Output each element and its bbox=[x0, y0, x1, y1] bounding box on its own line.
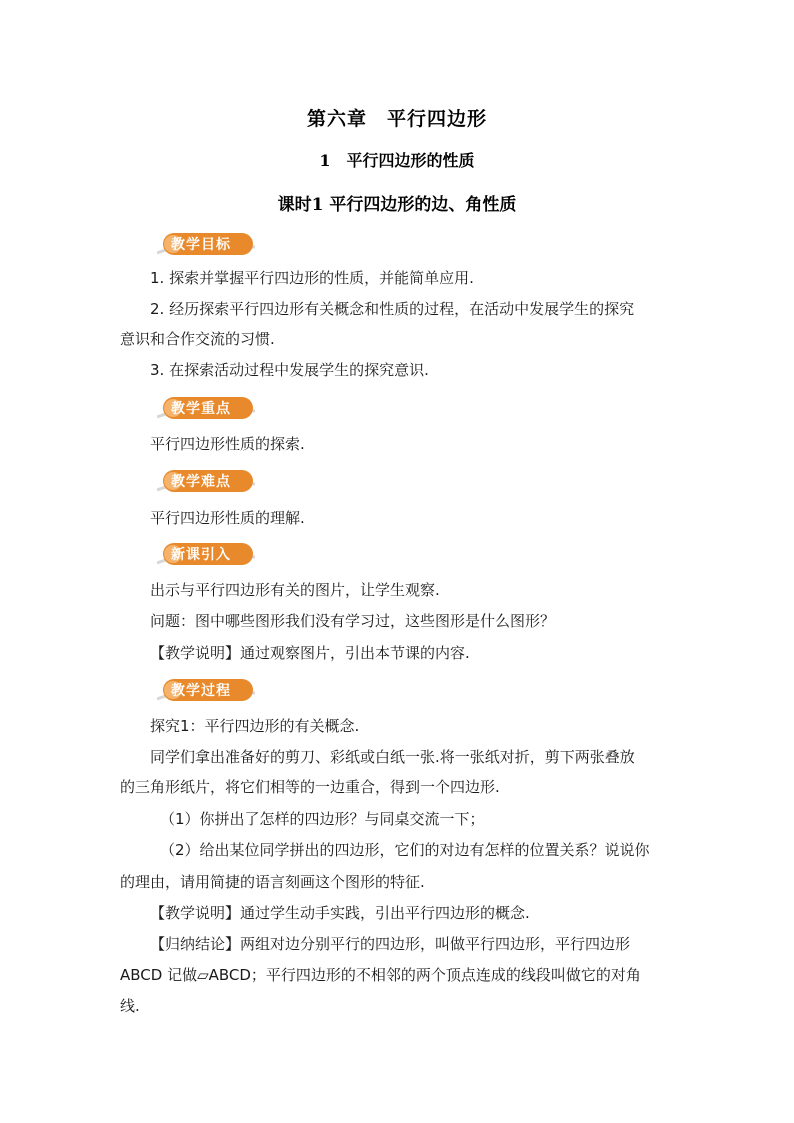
goal-item-2-line-2: 意识和合作交流的习惯. bbox=[120, 330, 275, 348]
activity-line-2: 的三角形纸片，将它们相等的一边重合，得到一个四边形. bbox=[120, 778, 500, 796]
intro-question: 问题：图中哪些图形我们没有学习过，这些图形是什么图形？ bbox=[150, 612, 556, 630]
badge-label: 教学重点 bbox=[171, 401, 231, 417]
badge-label: 新课引入 bbox=[171, 547, 231, 563]
badge-teaching-process bbox=[157, 677, 257, 703]
badge-teaching-goals bbox=[157, 231, 257, 257]
badge-key-points bbox=[157, 395, 257, 421]
section-title: 1 平行四边形的性质 bbox=[319, 151, 475, 170]
badge-new-lesson-intro bbox=[157, 541, 257, 567]
lesson-title: 课时1 平行四边形的边、角性质 bbox=[277, 195, 517, 215]
badge-label: 教学难点 bbox=[171, 474, 231, 490]
goal-item-3: 3. 在探索活动过程中发展学生的探究意识. bbox=[150, 361, 429, 379]
conclusion-line-1: 【归纳结论】两组对边分别平行的四边形，叫做平行四边形，平行四边形 bbox=[150, 935, 631, 953]
activity-line-1: 同学们拿出准备好的剪刀、彩纸或白纸一张.将一张纸对折，剪下两张叠放 bbox=[150, 748, 635, 766]
question-2-line-1: （2）给出某位同学拼出的四边形，它们的对边有怎样的位置关系？说说你 bbox=[160, 841, 650, 859]
explore-1-heading: 探究1：平行四边形的有关概念. bbox=[150, 717, 360, 735]
conclusion-line-3: 线. bbox=[120, 997, 140, 1015]
question-2-line-2: 的理由，请用简捷的语言刻画这个图形的特征. bbox=[120, 873, 425, 891]
intro-line-1: 出示与平行四边形有关的图片，让学生观察. bbox=[150, 581, 440, 599]
badge-label: 教学目标 bbox=[171, 237, 231, 253]
goal-item-1: 1. 探索并掌握平行四边形的性质，并能简单应用. bbox=[150, 269, 474, 287]
key-points-text: 平行四边形性质的探索. bbox=[150, 435, 305, 453]
difficulties-text: 平行四边形性质的理解. bbox=[150, 509, 305, 527]
teaching-note: 【教学说明】通过学生动手实践，引出平行四边形的概念. bbox=[150, 904, 530, 922]
question-1: （1）你拼出了怎样的四边形？与同桌交流一下； bbox=[160, 810, 485, 828]
badge-label: 教学过程 bbox=[171, 683, 231, 699]
badge-difficulties bbox=[157, 468, 257, 494]
goal-item-2-line-1: 2. 经历探索平行四边形有关概念和性质的过程，在活动中发展学生的探究 bbox=[150, 300, 635, 318]
intro-teaching-note: 【教学说明】通过观察图片，引出本节课的内容. bbox=[150, 644, 470, 662]
conclusion-line-2: ABCD 记做▱ABCD；平行四边形的不相邻的两个顶点连成的线段叫做它的对角 bbox=[120, 966, 641, 984]
chapter-title: 第六章 平行四边形 bbox=[306, 108, 487, 130]
